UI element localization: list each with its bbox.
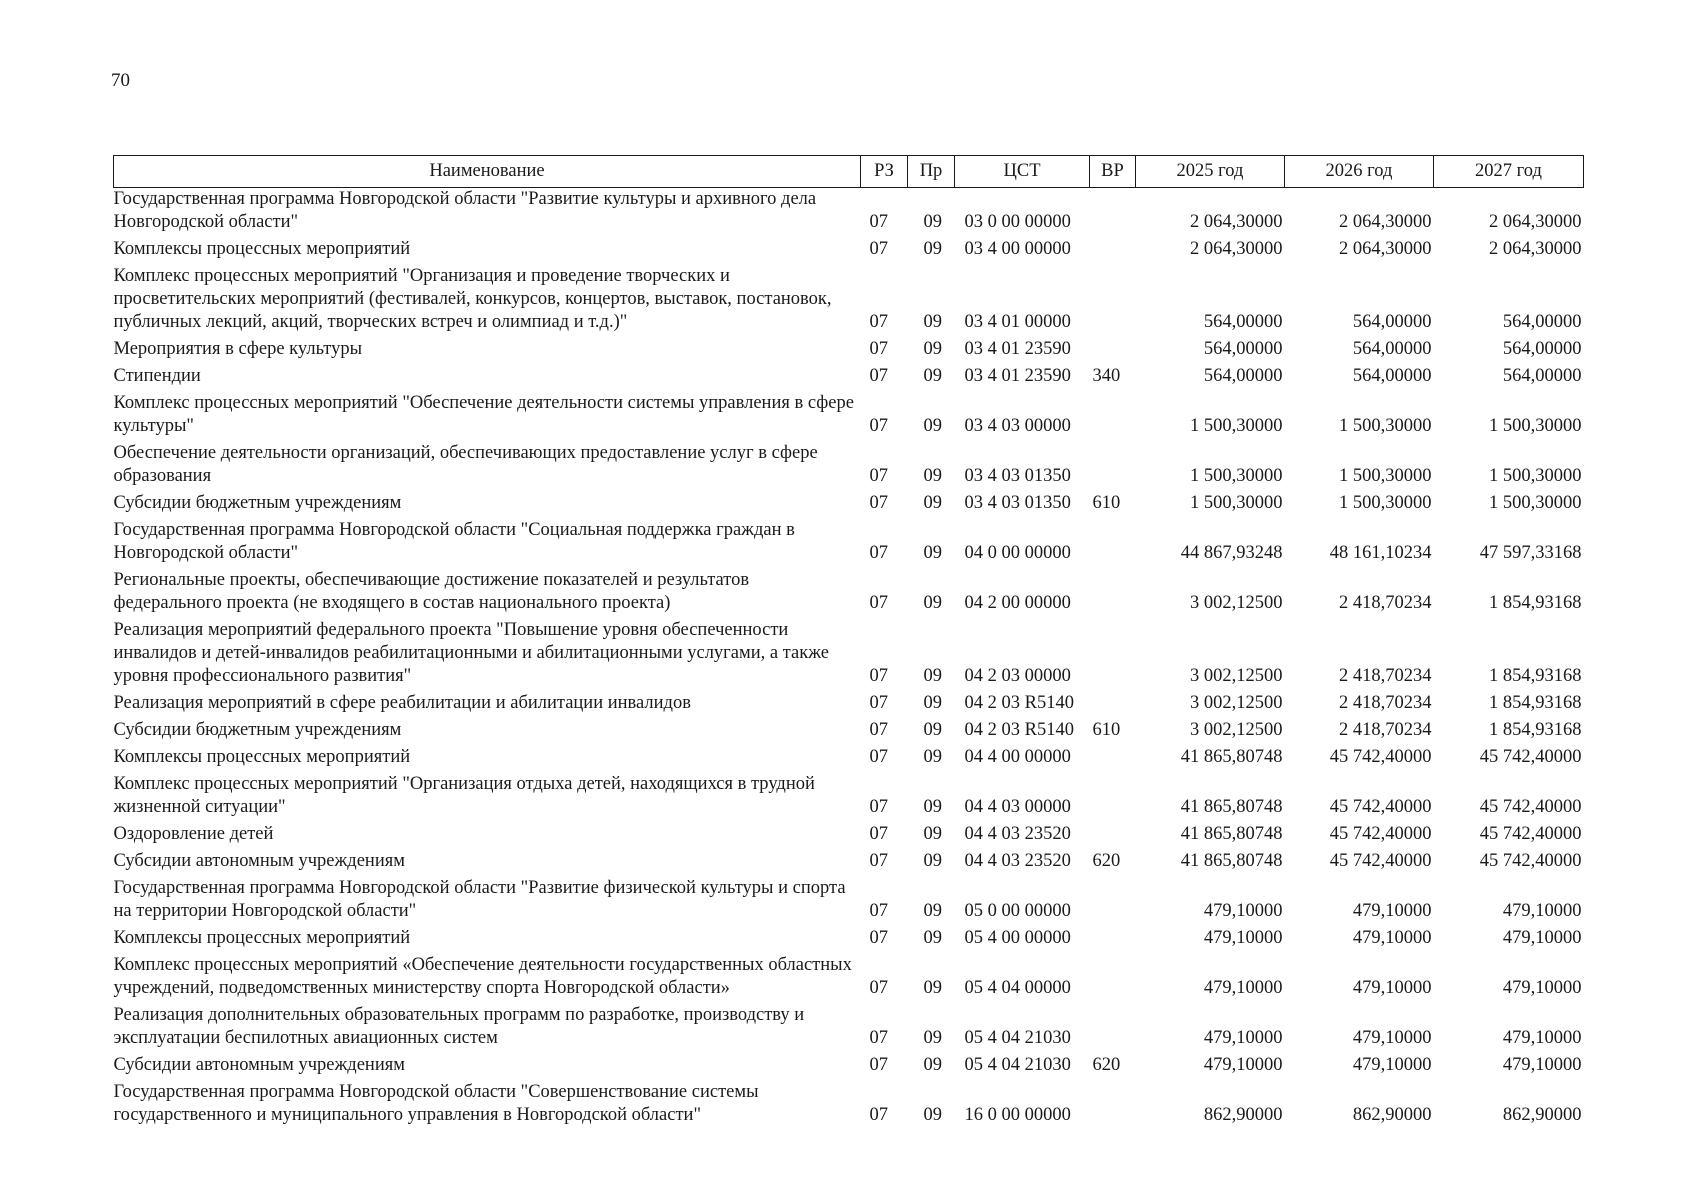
- row-rz: 07: [869, 593, 888, 613]
- row-name: Государственная программа Новгородской области "Социальная поддержка граждан в Новгородской области": [113, 520, 795, 563]
- row-rz: 07: [869, 1028, 888, 1048]
- row-vr: [1090, 1081, 1136, 1131]
- row-amount-2026: 1 500,30000: [1339, 466, 1432, 486]
- row-amount-2027: 479,10000: [1502, 1028, 1582, 1048]
- row-name: Комплекс процессных мероприятий "Организация и проведение творческих и просветительских мероприятий (фестивалей, конкурсов, концертов, выставок, постановок, публичных лекций, акций, творческих встреч и олимпиад и т.д.)": [113, 266, 832, 332]
- row-amount-2026: 1 500,30000: [1339, 416, 1432, 436]
- row-amount-2027: 862,90000: [1502, 1105, 1582, 1125]
- row-cst: 05 4 04 00000: [964, 978, 1071, 998]
- row-cst: 04 4 00 00000: [964, 747, 1071, 767]
- row-amount-2027: 1 500,30000: [1489, 466, 1582, 486]
- row-name: Комплекс процессных мероприятий "Организация отдыха детей, находящихся в трудной жизненной ситуации": [113, 774, 815, 817]
- row-name: Обеспечение деятельности организаций, обеспечивающих предоставление услуг в сфере образования: [113, 443, 818, 486]
- row-amount-2026: 45 742,40000: [1329, 747, 1432, 767]
- row-pr: 09: [923, 720, 942, 740]
- row-name: Региональные проекты, обеспечивающие достижение показателей и результатов федерального проекта (не входящего в состав национального проекта): [113, 570, 750, 613]
- row-amount-2027: 564,00000: [1502, 366, 1582, 386]
- row-pr: 09: [923, 366, 942, 386]
- row-rz: 07: [869, 747, 888, 767]
- row-rz: 07: [869, 312, 888, 332]
- row-amount-2026: 2 418,70234: [1339, 666, 1432, 686]
- row-amount-2025: 3 002,12500: [1190, 593, 1283, 613]
- row-cst: 05 0 00 00000: [964, 901, 1071, 921]
- row-cst: 03 4 00 00000: [964, 239, 1071, 259]
- row-vr: [1090, 265, 1136, 338]
- row-rz: 07: [869, 212, 888, 232]
- row-vr: [1090, 338, 1136, 365]
- table-row: [114, 1054, 1584, 1081]
- row-amount-2026: 2 418,70234: [1339, 693, 1432, 713]
- row-name: Государственная программа Новгородской области "Совершенствование системы государственного и муниципального управления в Новгородской области": [113, 1082, 759, 1125]
- row-pr: 09: [923, 339, 942, 359]
- row-amount-2027: 2 064,30000: [1489, 239, 1582, 259]
- row-pr: 09: [923, 978, 942, 998]
- table-row: [114, 619, 1584, 692]
- table-row: [114, 692, 1584, 719]
- row-rz: 07: [869, 339, 888, 359]
- table-row: [114, 265, 1584, 338]
- row-pr: 09: [923, 824, 942, 844]
- row-name: Субсидии автономным учреждениям: [113, 1055, 405, 1075]
- row-rz: 07: [869, 720, 888, 740]
- row-vr: [1090, 954, 1136, 1004]
- row-amount-2027: 479,10000: [1502, 901, 1582, 921]
- row-vr: [1090, 392, 1136, 442]
- row-amount-2027: 1 854,93168: [1489, 720, 1582, 740]
- row-amount-2027: 1 500,30000: [1489, 416, 1582, 436]
- header-cst: ЦСТ: [955, 156, 1090, 188]
- table-row: [114, 773, 1584, 823]
- row-rz: 07: [869, 978, 888, 998]
- row-rz: 07: [869, 366, 888, 386]
- table-row: [114, 850, 1584, 877]
- budget-table: [113, 155, 1584, 1131]
- row-amount-2026: 479,10000: [1352, 1055, 1432, 1075]
- row-amount-2025: 479,10000: [1203, 1055, 1283, 1075]
- row-amount-2026: 479,10000: [1352, 901, 1432, 921]
- row-rz: 07: [869, 493, 888, 513]
- row-amount-2025: 2 064,30000: [1190, 239, 1283, 259]
- row-name: Субсидии бюджетным учреждениям: [113, 493, 402, 513]
- row-amount-2027: 1 854,93168: [1489, 693, 1582, 713]
- row-rz: 07: [869, 851, 888, 871]
- table-row: [114, 365, 1584, 392]
- row-amount-2025: 41 865,80748: [1180, 747, 1283, 767]
- table-header: [114, 156, 1584, 188]
- row-amount-2027: 564,00000: [1502, 312, 1582, 332]
- row-amount-2026: 862,90000: [1352, 1105, 1432, 1125]
- row-vr: [1090, 877, 1136, 927]
- row-cst: 03 4 01 00000: [964, 312, 1071, 332]
- row-rz: 07: [869, 239, 888, 259]
- row-amount-2025: 479,10000: [1203, 1028, 1283, 1048]
- table-row: [114, 519, 1584, 569]
- row-amount-2025: 862,90000: [1203, 1105, 1283, 1125]
- row-amount-2025: 479,10000: [1203, 928, 1283, 948]
- header-2027: 2027 год: [1434, 156, 1584, 188]
- table-body: [114, 188, 1584, 1132]
- row-vr: [1090, 188, 1136, 239]
- row-pr: 09: [923, 466, 942, 486]
- row-amount-2025: 479,10000: [1203, 978, 1283, 998]
- table-row: [114, 746, 1584, 773]
- row-amount-2025: 41 865,80748: [1180, 797, 1283, 817]
- row-pr: 09: [923, 593, 942, 613]
- row-amount-2025: 564,00000: [1203, 312, 1283, 332]
- row-amount-2026: 479,10000: [1352, 978, 1432, 998]
- row-cst: 04 2 03 00000: [964, 666, 1071, 686]
- row-amount-2025: 479,10000: [1203, 901, 1283, 921]
- row-amount-2026: 2 418,70234: [1339, 593, 1432, 613]
- row-amount-2027: 479,10000: [1502, 928, 1582, 948]
- row-amount-2026: 45 742,40000: [1329, 797, 1432, 817]
- row-cst: 03 4 03 00000: [964, 416, 1071, 436]
- row-amount-2026: 1 500,30000: [1339, 493, 1432, 513]
- row-amount-2027: 45 742,40000: [1479, 797, 1582, 817]
- header-rz: РЗ: [861, 156, 908, 188]
- row-amount-2025: 3 002,12500: [1190, 720, 1283, 740]
- row-pr: 09: [923, 416, 942, 436]
- row-vr: 340: [1092, 366, 1121, 386]
- row-vr: [1090, 927, 1136, 954]
- table-row: [114, 188, 1584, 239]
- table-row: [114, 1004, 1584, 1054]
- row-cst: 05 4 00 00000: [964, 928, 1071, 948]
- table-row: [114, 954, 1584, 1004]
- row-name: Государственная программа Новгородской области "Развитие физической культуры и спорта на территории Новгородской области": [113, 878, 846, 921]
- row-rz: 07: [869, 666, 888, 686]
- table-row: [114, 877, 1584, 927]
- row-rz: 07: [869, 797, 888, 817]
- row-amount-2027: 479,10000: [1502, 1055, 1582, 1075]
- row-amount-2025: 44 867,93248: [1180, 543, 1283, 563]
- row-vr: [1090, 746, 1136, 773]
- row-vr: [1090, 519, 1136, 569]
- row-cst: 03 4 01 23590: [964, 339, 1071, 359]
- table-row: [114, 442, 1584, 492]
- row-pr: 09: [923, 1028, 942, 1048]
- row-rz: 07: [869, 1055, 888, 1075]
- row-amount-2027: 1 854,93168: [1489, 666, 1582, 686]
- row-amount-2027: 564,00000: [1502, 339, 1582, 359]
- row-pr: 09: [923, 693, 942, 713]
- row-cst: 03 4 03 01350: [964, 493, 1071, 513]
- row-cst: 03 0 00 00000: [964, 212, 1071, 232]
- row-name: Комплекс процессных мероприятий «Обеспечение деятельности государственных областных учреждений, подведомственных министерству спорта Новгородской области»: [113, 955, 852, 998]
- table-row: [114, 569, 1584, 619]
- row-cst: 03 4 01 23590: [964, 366, 1071, 386]
- row-amount-2026: 45 742,40000: [1329, 851, 1432, 871]
- header-2025: 2025 год: [1136, 156, 1285, 188]
- row-name: Стипендии: [113, 366, 201, 386]
- row-amount-2025: 3 002,12500: [1190, 666, 1283, 686]
- row-amount-2027: 2 064,30000: [1489, 212, 1582, 232]
- row-amount-2025: 41 865,80748: [1180, 824, 1283, 844]
- row-cst: 04 4 03 23520: [964, 824, 1071, 844]
- row-name: Реализация мероприятий федерального проекта "Повышение уровня обеспеченности инвалидов и детей-инвалидов реабилитационными и абилитационными услугами, а также уровня профессионального развития": [113, 620, 829, 686]
- table-row: [114, 823, 1584, 850]
- row-amount-2027: 45 742,40000: [1479, 824, 1582, 844]
- row-amount-2025: 2 064,30000: [1190, 212, 1283, 232]
- row-name: Оздоровление детей: [113, 824, 274, 844]
- header-pr: Пр: [908, 156, 955, 188]
- row-cst: 04 2 03 R5140: [964, 720, 1074, 740]
- row-amount-2026: 2 064,30000: [1339, 239, 1432, 259]
- row-name: Реализация дополнительных образовательных программ по разработке, производству и эксплуатации беспилотных авиационных систем: [113, 1005, 805, 1048]
- row-pr: 09: [923, 851, 942, 871]
- row-amount-2025: 41 865,80748: [1180, 851, 1283, 871]
- row-pr: 09: [923, 901, 942, 921]
- row-amount-2026: 564,00000: [1352, 312, 1432, 332]
- row-amount-2025: 1 500,30000: [1190, 466, 1283, 486]
- row-cst: 04 4 03 00000: [964, 797, 1071, 817]
- row-name: Государственная программа Новгородской области "Развитие культуры и архивного дела Новгородской области": [113, 189, 817, 232]
- table-row: [114, 1081, 1584, 1131]
- header-2026: 2026 год: [1285, 156, 1434, 188]
- row-amount-2026: 564,00000: [1352, 366, 1432, 386]
- row-pr: 09: [923, 747, 942, 767]
- table-row: [114, 238, 1584, 265]
- row-name: Комплекс процессных мероприятий "Обеспечение деятельности системы управления в сфере культуры": [113, 393, 854, 436]
- row-pr: 09: [923, 1105, 942, 1125]
- page-number: 70: [111, 70, 130, 91]
- row-amount-2027: 1 854,93168: [1489, 593, 1582, 613]
- table-row: [114, 719, 1584, 746]
- row-vr: 610: [1092, 493, 1121, 513]
- row-amount-2026: 45 742,40000: [1329, 824, 1432, 844]
- row-pr: 09: [923, 493, 942, 513]
- row-cst: 04 2 03 R5140: [964, 693, 1074, 713]
- row-amount-2027: 45 742,40000: [1479, 851, 1582, 871]
- row-vr: [1090, 442, 1136, 492]
- table-row: [114, 492, 1584, 519]
- row-name: Реализация мероприятий в сфере реабилитации и абилитации инвалидов: [113, 693, 691, 713]
- row-pr: 09: [923, 212, 942, 232]
- row-amount-2026: 2 064,30000: [1339, 212, 1432, 232]
- table-row: [114, 392, 1584, 442]
- row-pr: 09: [923, 666, 942, 686]
- row-amount-2027: 479,10000: [1502, 978, 1582, 998]
- row-name: Комплексы процессных мероприятий: [113, 747, 411, 767]
- row-vr: [1090, 692, 1136, 719]
- row-cst: 04 0 00 00000: [964, 543, 1071, 563]
- row-cst: 05 4 04 21030: [964, 1055, 1071, 1075]
- row-pr: 09: [923, 797, 942, 817]
- row-pr: 09: [923, 543, 942, 563]
- row-rz: 07: [869, 901, 888, 921]
- row-cst: 03 4 03 01350: [964, 466, 1071, 486]
- row-rz: 07: [869, 466, 888, 486]
- row-vr: [1090, 773, 1136, 823]
- header-vr: ВР: [1090, 156, 1136, 188]
- row-amount-2026: 479,10000: [1352, 1028, 1432, 1048]
- row-cst: 05 4 04 21030: [964, 1028, 1071, 1048]
- row-amount-2026: 48 161,10234: [1329, 543, 1432, 563]
- row-vr: 620: [1092, 851, 1121, 871]
- row-amount-2025: 3 002,12500: [1190, 693, 1283, 713]
- row-pr: 09: [923, 239, 942, 259]
- row-rz: 07: [869, 1105, 888, 1125]
- row-amount-2026: 564,00000: [1352, 339, 1432, 359]
- header-name: Наименование: [114, 156, 861, 188]
- row-amount-2027: 47 597,33168: [1479, 543, 1582, 563]
- row-vr: [1090, 1004, 1136, 1054]
- row-vr: [1090, 619, 1136, 692]
- row-rz: 07: [869, 928, 888, 948]
- row-vr: [1090, 569, 1136, 619]
- row-name: Комплексы процессных мероприятий: [113, 928, 411, 948]
- row-amount-2025: 564,00000: [1203, 339, 1283, 359]
- row-name: Комплексы процессных мероприятий: [113, 239, 411, 259]
- row-rz: 07: [869, 824, 888, 844]
- table-row: [114, 927, 1584, 954]
- row-amount-2025: 1 500,30000: [1190, 493, 1283, 513]
- row-pr: 09: [923, 1055, 942, 1075]
- table-row: [114, 338, 1584, 365]
- row-name: Субсидии автономным учреждениям: [113, 851, 405, 871]
- row-cst: 04 4 03 23520: [964, 851, 1071, 871]
- row-rz: 07: [869, 416, 888, 436]
- row-amount-2026: 2 418,70234: [1339, 720, 1432, 740]
- row-cst: 04 2 00 00000: [964, 593, 1071, 613]
- row-rz: 07: [869, 693, 888, 713]
- budget-table-container: [113, 155, 1583, 1131]
- row-name: Мероприятия в сфере культуры: [113, 339, 363, 359]
- header-row: [114, 156, 1584, 188]
- row-amount-2026: 479,10000: [1352, 928, 1432, 948]
- row-name: Субсидии бюджетным учреждениям: [113, 720, 402, 740]
- row-amount-2027: 45 742,40000: [1479, 747, 1582, 767]
- row-amount-2025: 1 500,30000: [1190, 416, 1283, 436]
- row-vr: 610: [1092, 720, 1121, 740]
- row-vr: [1090, 823, 1136, 850]
- row-rz: 07: [869, 543, 888, 563]
- row-amount-2025: 564,00000: [1203, 366, 1283, 386]
- row-pr: 09: [923, 928, 942, 948]
- row-pr: 09: [923, 312, 942, 332]
- row-vr: 620: [1092, 1055, 1121, 1075]
- row-amount-2027: 1 500,30000: [1489, 493, 1582, 513]
- row-cst: 16 0 00 00000: [964, 1105, 1071, 1125]
- row-vr: [1090, 238, 1136, 265]
